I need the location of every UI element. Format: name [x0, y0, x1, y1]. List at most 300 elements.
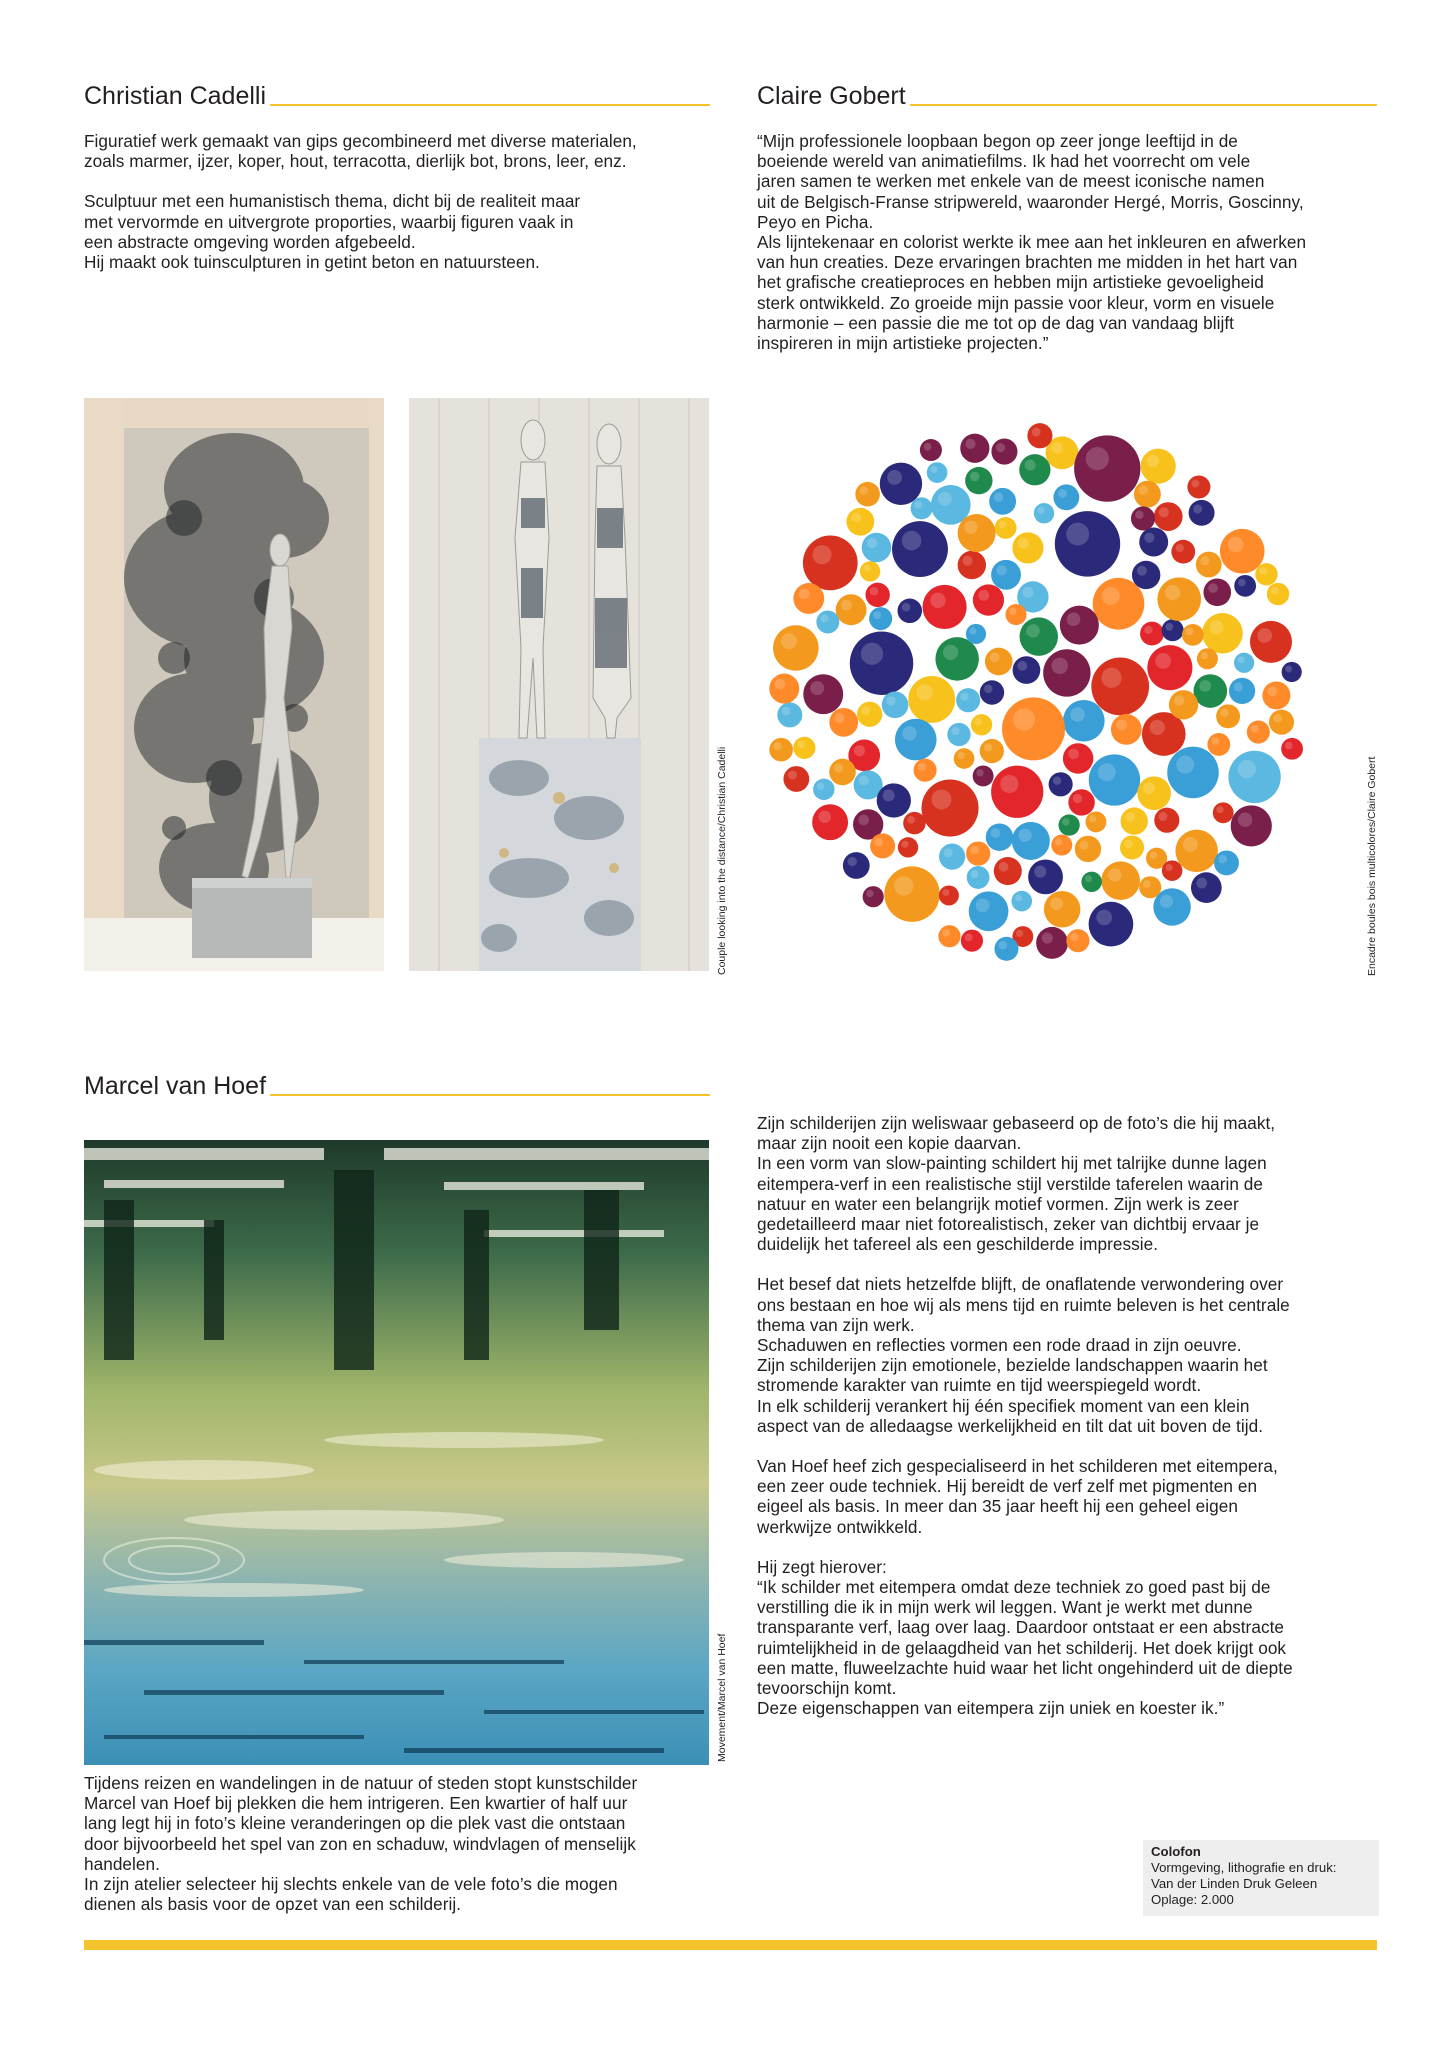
wooden-ball-highlight — [1267, 686, 1277, 696]
wooden-ball-highlight — [944, 848, 953, 857]
wooden-ball-highlight — [1159, 812, 1168, 821]
wooden-ball-highlight — [1150, 720, 1165, 735]
gobert-quote — [757, 131, 1377, 353]
cadelli-intro — [84, 131, 724, 272]
wooden-ball-highlight — [970, 472, 980, 482]
colofon-line: Vormgeving, lithografie en druk: — [1151, 1860, 1337, 1875]
wooden-ball — [793, 737, 815, 759]
wooden-ball-highlight — [931, 789, 951, 809]
wooden-ball-highlight — [976, 898, 990, 912]
wooden-ball — [1197, 648, 1218, 669]
wooden-ball — [1055, 511, 1120, 576]
wooden-ball — [973, 765, 994, 786]
wooden-ball-highlight — [820, 614, 828, 622]
wooden-ball-highlight — [1193, 504, 1202, 513]
wooden-ball-highlight — [951, 727, 959, 735]
wooden-ball-highlight — [1034, 866, 1046, 878]
wooden-ball — [1081, 872, 1101, 892]
wooden-ball — [958, 551, 986, 579]
gobert-title-rule — [910, 104, 1377, 106]
wooden-ball-highlight — [817, 782, 825, 790]
wooden-ball — [1196, 552, 1222, 578]
wooden-ball-highlight — [782, 707, 791, 716]
wooden-ball-highlight — [999, 521, 1007, 529]
wooden-ball — [857, 702, 882, 727]
wooden-ball — [816, 610, 839, 633]
wooden-ball-highlight — [848, 857, 857, 866]
wooden-ball — [884, 866, 939, 921]
wooden-ball-highlight — [1200, 556, 1209, 565]
wooden-ball — [911, 497, 933, 519]
wooden-ball — [898, 837, 918, 857]
wooden-ball — [863, 886, 884, 907]
wooden-ball-highlight — [810, 681, 824, 695]
wooden-ball-highlight — [1285, 742, 1293, 750]
wooden-ball — [1262, 681, 1290, 709]
wooden-ball — [1229, 678, 1255, 704]
wooden-ball-highlight — [1199, 680, 1211, 692]
wooden-ball — [1060, 606, 1099, 645]
wooden-ball-highlight — [841, 600, 852, 611]
wooden-ball-highlight — [1016, 930, 1023, 937]
wooden-ball — [1049, 772, 1073, 796]
wooden-ball-highlight — [1238, 579, 1246, 587]
wooden-ball — [1137, 776, 1171, 810]
footer-accent-bar — [84, 1940, 1377, 1950]
vanhoef-water-painting — [84, 1140, 709, 1765]
wooden-ball-highlight — [775, 679, 786, 690]
cadelli-title: Christian Cadelli — [84, 82, 267, 110]
wooden-ball — [895, 719, 937, 761]
wooden-ball-highlight — [999, 941, 1007, 949]
wooden-ball — [1063, 700, 1105, 742]
wooden-ball-highlight — [887, 470, 902, 485]
wooden-ball-highlight — [1174, 695, 1184, 705]
cadelli-paragraph-1: Figuratief werk gemaakt van gips gecombineerd met diverse materialen, zoals marmer, ijzer, koper, hout, terracotta, dierlijk bot, brons, leer, enz. — [84, 131, 637, 172]
wooden-ball-highlight — [918, 763, 926, 771]
wooden-ball — [1234, 653, 1254, 673]
wooden-ball — [1120, 835, 1144, 859]
wooden-ball-highlight — [964, 521, 977, 534]
wooden-ball-highlight — [924, 443, 932, 451]
wooden-ball-highlight — [996, 565, 1006, 575]
cadelli-heading — [84, 82, 710, 110]
wooden-ball-highlight — [1062, 818, 1069, 825]
gobert-quote-text: “Mijn professionele loopbaan begon op zeer jonge leeftijd in de boeiende wereld van animatiefilms. Ik had het voorrecht om vele jaren samen te werken met enkele van de meest iconische namen uit de Belgisch-Franse stripwereld, waaronder Hergé, Morris, Goscinny, Peyo en Picha. Als lijntekenaar en colorist werkte ik mee aan het inkleuren en afwerken van hun creaties. Deze ervaringen brachten me midden in het hart van het grafische creatieproces en hebben mijn artistieke gevoeligheid sterk ontwikkeld. Zo groeide mijn passie voor kleur, vorm en visuele harmonie – een passie die me tot op de dag van vandaag blijft inspireren in mijn artistieke projecten.” — [757, 131, 1307, 354]
wooden-ball-highlight — [1070, 933, 1078, 941]
wooden-ball — [880, 463, 922, 505]
cadelli-sculpture-photo-2 — [409, 398, 709, 971]
wooden-ball-highlight — [1201, 652, 1208, 659]
vanhoef-right-text — [757, 1113, 1377, 1718]
wooden-ball — [1255, 563, 1277, 585]
wooden-ball — [956, 688, 980, 712]
wooden-ball-highlight — [930, 466, 937, 473]
wooden-ball-highlight — [996, 443, 1005, 452]
wooden-ball-highlight — [1025, 460, 1036, 471]
wooden-ball-highlight — [1067, 612, 1081, 626]
wooden-ball — [1044, 891, 1081, 928]
wooden-ball-highlight — [1208, 583, 1218, 593]
wooden-ball — [994, 937, 1018, 961]
vanhoef-left-text — [84, 1773, 724, 1914]
wooden-ball — [1169, 690, 1198, 719]
wooden-ball — [1157, 577, 1201, 621]
wooden-ball-highlight — [965, 439, 975, 449]
vanhoef-right-paragraph-3: Van Hoef heef zich gespecialiseerd in het schilderen met eitempera, een zeer oude techniek. Hij bereidt de verf zelf met pigmenten en eigeel als basis. In meer dan 35 jaar heeft hij een geheel eigen werkwijze ontwikkeld. — [757, 1456, 1278, 1537]
vanhoef-left-paragraph: Tijdens reizen en wandelingen in de natuur of steden stopt kunstschilder Marcel van Hoef bij plekken die hem intrigeren. Een kwartier of half uur lang legt hij in foto’s kleine veranderingen op die plek vast die ontstaan door bijvoorbeeld het spel van zon en schaduw, windvlagen of menselijk handelen. In zijn atelier selecteer hij slechts enkele van de vele foto’s die mogen dienen als basis voor de opzet van een schilderij. — [84, 1773, 638, 1915]
wooden-ball — [971, 714, 992, 735]
wooden-ball-highlight — [930, 593, 945, 608]
wooden-ball-highlight — [1271, 587, 1279, 595]
wooden-ball-highlight — [1238, 813, 1252, 827]
wooden-ball-highlight — [1155, 653, 1171, 669]
colofon-line: Van der Linden Druk Geleen — [1151, 1876, 1318, 1891]
wooden-ball — [813, 779, 834, 800]
wooden-ball — [1154, 502, 1183, 531]
wooden-ball — [843, 852, 870, 879]
wooden-ball-highlight — [1017, 661, 1027, 671]
wooden-ball — [994, 857, 1022, 885]
wooden-ball — [1187, 475, 1210, 498]
wooden-ball — [1234, 575, 1256, 597]
wooden-ball — [961, 930, 983, 952]
wooden-ball-highlight — [938, 492, 952, 506]
wooden-ball-highlight — [1147, 455, 1159, 467]
wooden-ball-highlight — [1050, 897, 1063, 910]
wooden-ball-highlight — [873, 611, 881, 619]
wooden-ball — [1066, 929, 1089, 952]
colofon-line: Oplage: 2.000 — [1151, 1892, 1234, 1907]
wooden-ball-highlight — [870, 587, 879, 596]
wooden-ball — [1182, 624, 1204, 646]
wooden-ball-highlight — [797, 741, 805, 749]
wooden-ball — [927, 462, 948, 483]
cadelli-paragraph-2: Sculptuur met een humanistisch thema, dicht bij de realiteit maar met vervormde en uitvergrote proporties, waarbij figuren vaak in een abstracte omgeving worden afgebeeld. Hij maakt ook tuinsculpturen in getint beton en natuursteen. — [84, 191, 581, 273]
wooden-ball — [985, 648, 1013, 676]
wooden-ball-highlight — [1211, 737, 1219, 745]
wooden-ball-highlight — [1220, 709, 1228, 717]
wooden-ball-highlight — [1137, 566, 1147, 576]
wooden-ball — [1281, 738, 1303, 760]
vanhoef-right-paragraph-2: Het besef dat niets hetzelfde blijft, de onaflatende verwondering over ons bestaan en hoe wij als mens tijd en ruimte beleven is het centrale thema van zijn werk. Schaduwen en reflecties vormen een rode draad in zijn oeuvre. Zijn schilderijen zijn emotionele, bezielde landschappen waarin het stromende karakter van ruimte en tijd weerspiegeld wordt. In elk schilderij verankert hij één specifiek moment van een klein aspect van de alledaagse werkelijkheid en tilt dat uit boven de tijd. — [757, 1274, 1290, 1436]
wooden-ball — [1051, 835, 1072, 856]
wooden-ball-highlight — [1058, 489, 1067, 498]
wooden-ball — [1207, 733, 1230, 756]
wooden-ball-highlight — [1209, 620, 1223, 634]
cadelli-photo-caption: Couple looking into the distance/Christian Cadelli — [716, 746, 728, 975]
wooden-ball — [1068, 789, 1094, 815]
wooden-ball — [1111, 714, 1142, 745]
wooden-ball — [1139, 876, 1161, 898]
wooden-ball-highlight — [1086, 447, 1109, 470]
wooden-ball — [1053, 484, 1079, 510]
wooden-ball — [1011, 891, 1032, 912]
wooden-ball — [1213, 802, 1234, 823]
wooden-ball-highlight — [788, 771, 797, 780]
wooden-ball — [1228, 751, 1280, 803]
wooden-ball-highlight — [1176, 756, 1194, 774]
wooden-ball-highlight — [1023, 587, 1034, 598]
wooden-ball — [855, 482, 880, 507]
wooden-ball — [1140, 622, 1164, 646]
wooden-ball-highlight — [812, 545, 831, 564]
wooden-ball-highlight — [1026, 624, 1039, 637]
wooden-ball — [829, 759, 856, 786]
wooden-ball — [769, 674, 799, 704]
wooden-ball — [1132, 561, 1160, 589]
wooden-ball-highlight — [1015, 894, 1022, 901]
wooden-ball-highlight — [1053, 776, 1061, 784]
gobert-heading — [757, 82, 1377, 110]
wooden-ball — [1167, 747, 1219, 799]
wooden-ball — [829, 708, 858, 737]
wooden-ball-highlight — [1108, 868, 1122, 882]
wooden-ball-highlight — [1228, 537, 1244, 553]
wooden-ball-highlight — [902, 531, 922, 551]
wooden-ball — [1171, 540, 1195, 564]
wooden-ball — [1058, 814, 1079, 835]
wooden-ball — [1162, 860, 1183, 881]
wooden-ball — [803, 536, 858, 591]
wooden-ball-highlight — [861, 706, 870, 715]
wooden-ball — [1202, 613, 1243, 654]
wooden-ball — [1085, 811, 1106, 832]
wooden-ball — [1027, 423, 1052, 448]
wooden-ball-highlight — [1116, 719, 1127, 730]
vanhoef-right-paragraph-4: Hij zegt hierover: “Ik schilder met eitempera omdat deze techniek zo goed past bij de verstilling die ik in mijn werk wil leggen. Want je werkt met dunne transparante verf, laag over laag. Daardoor ontstaat er een abstracte ruimtelijkheid in de gelaagdheid van het schilderij. Het doek krijgt ook een matte, fluweelzachte huid waar het licht ongehinderd uit de diepte tevoorschijn komt. Deze eigenschappen van eitempera zijn uniek en koester ik.” — [757, 1556, 1293, 1719]
wooden-ball — [1005, 604, 1026, 625]
vanhoef-title-rule — [270, 1094, 710, 1096]
wooden-ball — [1175, 830, 1218, 873]
wooden-ball-highlight — [965, 933, 973, 941]
wooden-ball-highlight — [1238, 656, 1245, 663]
wooden-ball — [1089, 902, 1134, 947]
wooden-ball-highlight — [1042, 932, 1053, 943]
wooden-ball — [980, 680, 1004, 704]
wooden-ball-highlight — [1018, 538, 1029, 549]
wooden-ball — [870, 833, 895, 858]
wooden-ball-highlight — [1125, 812, 1135, 822]
wooden-ball-highlight — [866, 890, 873, 897]
wooden-ball — [1191, 872, 1222, 903]
wooden-ball-highlight — [1068, 749, 1079, 760]
wooden-ball-highlight — [1013, 708, 1035, 730]
wooden-ball-highlight — [914, 501, 922, 509]
wooden-ball-highlight — [942, 889, 949, 896]
wooden-ball-highlight — [773, 742, 781, 750]
wooden-ball-highlight — [984, 685, 993, 694]
wooden-ball-highlight — [860, 486, 869, 495]
wooden-ball — [989, 488, 1016, 515]
wooden-ball — [980, 739, 1004, 763]
wooden-ball — [908, 676, 955, 723]
wooden-ball — [947, 723, 970, 746]
wooden-ball — [882, 691, 909, 718]
wooden-ball — [1141, 449, 1176, 484]
wooden-ball — [1231, 805, 1272, 846]
wooden-ball — [1154, 808, 1179, 833]
wooden-ball-highlight — [1176, 544, 1184, 552]
wooden-ball — [954, 748, 975, 769]
wooden-ball — [969, 891, 1009, 931]
wooden-ball — [836, 594, 867, 625]
wooden-ball-highlight — [901, 841, 908, 848]
wooden-ball — [812, 804, 848, 840]
wooden-ball — [773, 625, 819, 671]
wooden-ball-highlight — [1143, 880, 1151, 888]
wooden-ball — [1220, 529, 1265, 574]
wooden-ball — [939, 844, 965, 870]
wooden-ball — [1269, 710, 1294, 735]
wooden-ball-highlight — [1124, 840, 1132, 848]
wooden-ball-highlight — [1150, 851, 1157, 858]
wooden-ball-highlight — [799, 588, 810, 599]
wooden-ball-highlight — [902, 603, 911, 612]
wooden-ball — [986, 823, 1014, 851]
wooden-ball-highlight — [1070, 707, 1085, 722]
wooden-ball-highlight — [858, 815, 869, 826]
wooden-ball — [914, 759, 937, 782]
wooden-ball — [1063, 743, 1093, 773]
wooden-ball-highlight — [1259, 567, 1267, 575]
gobert-title: Claire Gobert — [757, 82, 906, 110]
vanhoef-right-paragraph-1: Zijn schilderijen zijn weliswaar gebaseerd op de foto’s die hij maakt, maar zijn nooit een kopie daarvan. In een vorm van slow-painting schildert hij met talrijke dunne lagen eitempera-verf in een realistische stijl verstilde taferelen waarin de natuur en water een belangrijk motief vormen. Zijn werk is zeer gedetailleerd maar niet fotorealistisch, zeker van dichtbij ervaar je duidelijk het tafereel als een geschilderde impressie. — [757, 1113, 1276, 1255]
colofon-box — [1143, 1840, 1379, 1916]
wooden-ball — [991, 438, 1017, 464]
wooden-ball-highlight — [994, 493, 1003, 502]
wooden-ball — [966, 841, 990, 865]
wooden-ball — [966, 624, 986, 644]
wooden-ball-highlight — [1165, 623, 1173, 631]
wooden-ball — [1216, 704, 1240, 728]
wooden-ball — [1034, 503, 1054, 523]
wooden-ball — [1189, 500, 1215, 526]
wooden-ball — [803, 674, 843, 714]
wooden-ball — [1036, 927, 1068, 959]
wooden-ball — [777, 702, 802, 727]
wooden-ball-highlight — [1159, 507, 1169, 517]
wooden-ball-highlight — [991, 828, 1001, 838]
wooden-ball — [1162, 619, 1184, 641]
wooden-ball-highlight — [1135, 511, 1143, 519]
wooden-ball — [1020, 617, 1058, 655]
wooden-ball-highlight — [1186, 628, 1194, 636]
wooden-ball-highlight — [1273, 714, 1282, 723]
wooden-ball-highlight — [1000, 775, 1018, 793]
wooden-ball — [865, 583, 889, 607]
wooden-ball-highlight — [854, 745, 865, 756]
wooden-ball — [1013, 656, 1041, 684]
wooden-ball — [939, 885, 959, 905]
wooden-ball — [1091, 658, 1149, 716]
wooden-ball-highlight — [1191, 480, 1199, 488]
wooden-ball — [783, 766, 809, 792]
wooden-ball — [1250, 621, 1292, 663]
wooden-ball — [1247, 721, 1270, 744]
wooden-ball-highlight — [1183, 837, 1198, 852]
wooden-ball-highlight — [894, 876, 913, 895]
wooden-ball — [1134, 481, 1161, 508]
wooden-ball — [991, 766, 1043, 818]
wooden-ball — [846, 508, 874, 536]
wooden-ball-highlight — [1066, 523, 1089, 546]
wooden-ball-highlight — [1196, 878, 1207, 889]
wooden-ball — [1074, 435, 1140, 501]
wooden-ball-highlight — [1102, 587, 1120, 605]
wooden-ball-highlight — [943, 645, 958, 660]
wooden-ball-highlight — [1160, 895, 1173, 908]
wooden-ball-highlight — [957, 752, 964, 759]
wooden-ball-highlight — [960, 692, 968, 700]
wooden-ball — [1093, 578, 1145, 630]
wooden-ball — [769, 738, 793, 762]
wooden-ball-highlight — [1234, 682, 1243, 691]
vanhoef-title: Marcel van Hoef — [84, 1072, 267, 1100]
wooden-ball — [869, 607, 892, 630]
wooden-ball-highlight — [834, 713, 844, 723]
wooden-ball-highlight — [1037, 507, 1044, 514]
wooden-ball — [960, 434, 989, 463]
wooden-ball — [1214, 850, 1239, 875]
wooden-ball — [967, 866, 990, 889]
wooden-ball-highlight — [1073, 794, 1082, 803]
wooden-ball-highlight — [1139, 485, 1148, 494]
wooden-ball-highlight — [971, 870, 979, 878]
wooden-ball-highlight — [834, 763, 843, 772]
wooden-ball-highlight — [859, 775, 869, 785]
wooden-ball-highlight — [975, 718, 982, 725]
vanhoef-painting-caption: Movement/Marcel van Hoef — [716, 1633, 728, 1762]
wooden-ball-highlight — [976, 769, 983, 776]
wooden-ball — [1028, 859, 1063, 894]
wooden-ball — [1012, 532, 1043, 563]
wooden-ball-highlight — [917, 684, 933, 700]
wooden-ball — [995, 517, 1017, 539]
wooden-ball-highlight — [1055, 838, 1062, 845]
wooden-ball-highlight — [990, 653, 1000, 663]
wooden-ball-highlight — [984, 743, 993, 752]
wooden-ball-highlight — [999, 862, 1009, 872]
wooden-ball — [1075, 836, 1101, 862]
wooden-ball-highlight — [963, 556, 973, 566]
wooden-ball-highlight — [1144, 533, 1154, 543]
wooden-ball-highlight — [851, 513, 861, 523]
wooden-ball — [1012, 822, 1050, 860]
wooden-ball-highlight — [978, 590, 989, 601]
wooden-ball-highlight — [1143, 782, 1155, 794]
wooden-ball-highlight — [1257, 628, 1272, 643]
wooden-ball-highlight — [1089, 815, 1096, 822]
wooden-ball — [1043, 649, 1090, 696]
wooden-ball — [965, 467, 992, 494]
wooden-ball — [1147, 645, 1192, 690]
wooden-ball-highlight — [1216, 806, 1223, 813]
wooden-ball-highlight — [1285, 665, 1292, 672]
wooden-ball — [903, 812, 925, 834]
gobert-wooden-balls-artwork — [757, 396, 1317, 986]
wooden-ball-highlight — [1101, 668, 1121, 688]
cadelli-sculpture-photo-1 — [84, 398, 384, 971]
wooden-ball — [862, 533, 892, 563]
wooden-ball — [1101, 861, 1140, 900]
wooden-ball-highlight — [1085, 875, 1092, 882]
wooden-ball-highlight — [883, 789, 895, 801]
wooden-ball-highlight — [907, 816, 915, 824]
wooden-ball — [1203, 578, 1231, 606]
wooden-ball — [1019, 454, 1050, 485]
wooden-ball — [850, 631, 913, 694]
